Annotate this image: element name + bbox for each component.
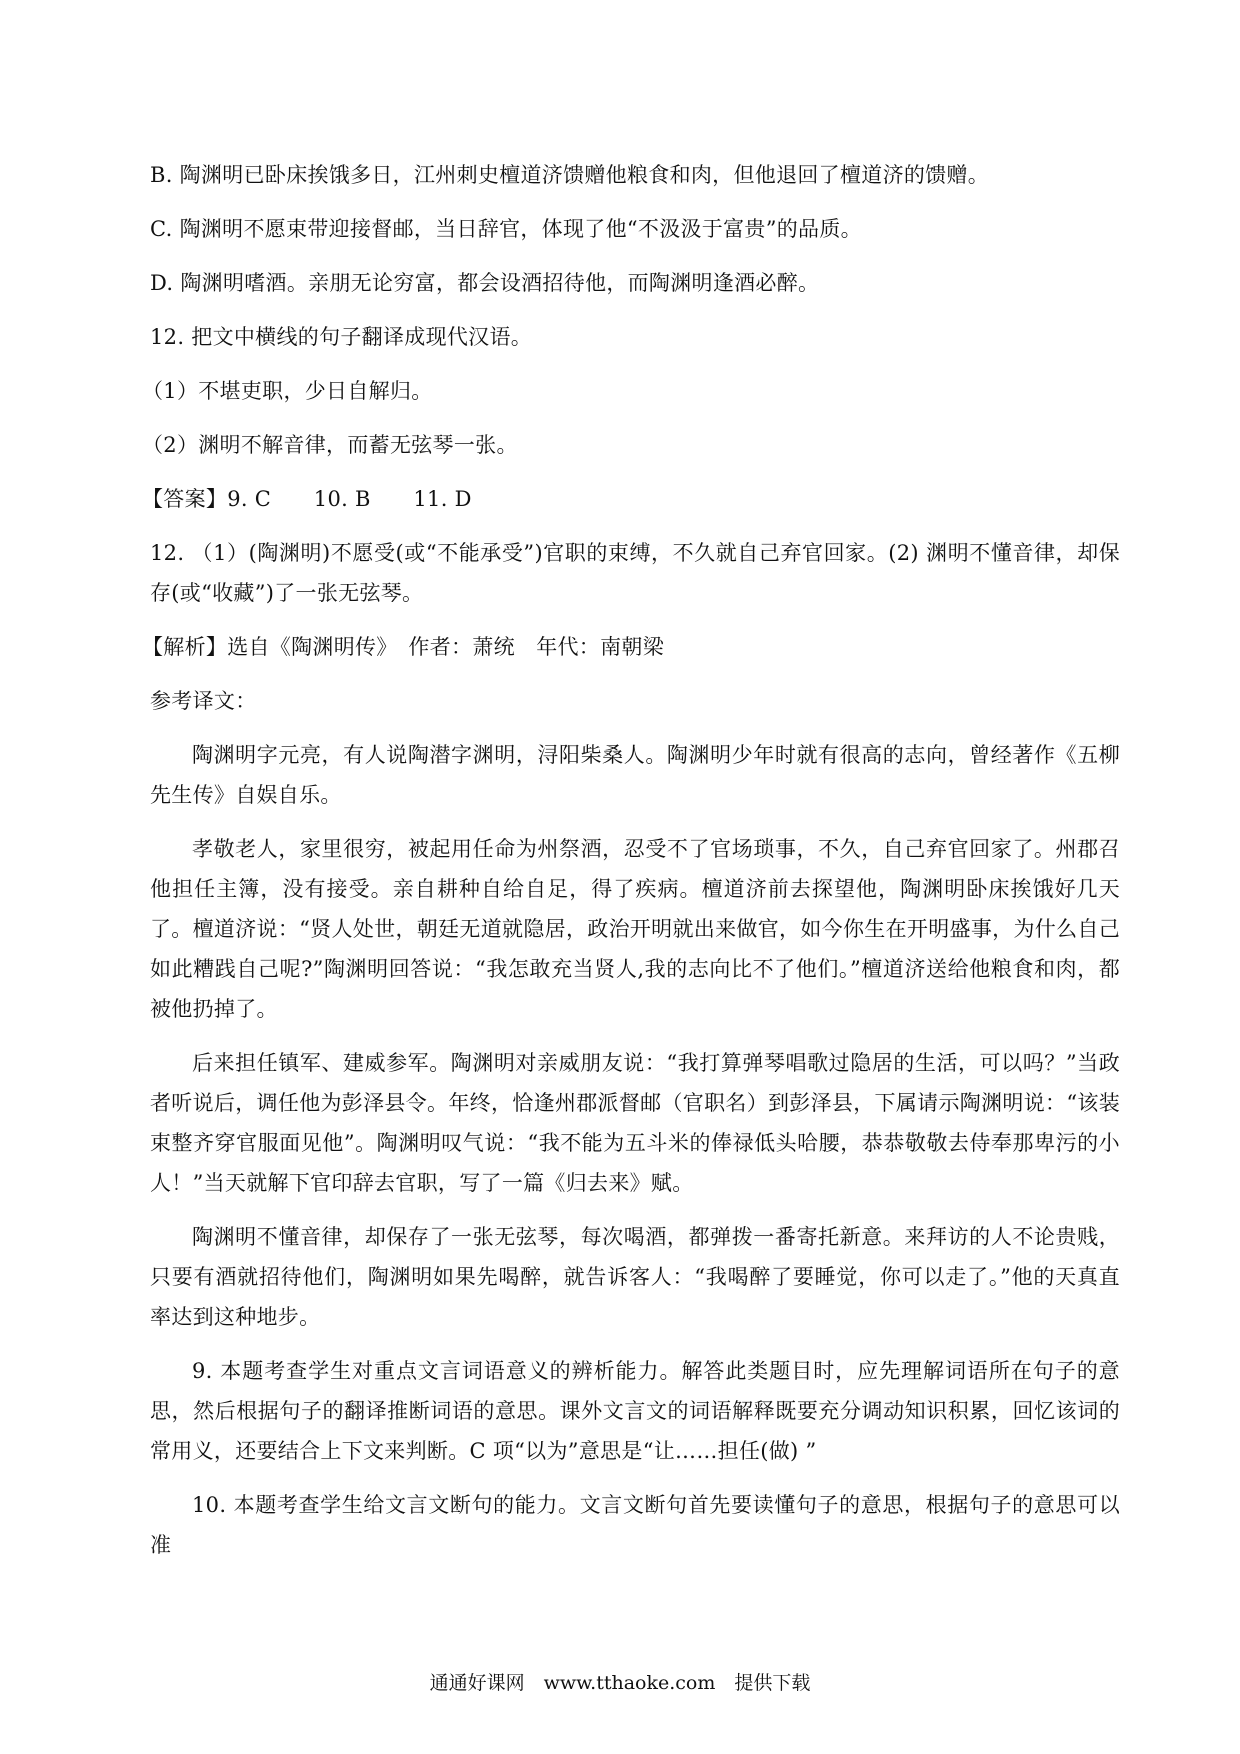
question-12-item-2: （2）渊明不解音律，而蓄无弦琴一张。 (142, 433, 518, 457)
option-b: B. 陶渊明已卧床挨饿多日，江州刺史檀道济馈赠他粮食和肉，但他退回了檀道济的馈赠。 (150, 163, 990, 187)
question-12-prompt: 12. 把文中横线的句子翻译成现代汉语。 (150, 325, 533, 349)
analysis-question-10: 10. 本题考查学生给文言文断句的能力。文言文断句首先要读懂句子的意思，根据句子的意思可以准 (150, 1493, 1120, 1557)
reference-translation-label: 参考译文： (150, 689, 257, 713)
translation-paragraph-1: 陶渊明字元亮，有人说陶潜字渊明，浔阳柴桑人。陶渊明少年时就有很高的志向，曾经著作《五柳先生传》自娱自乐。 (150, 743, 1120, 807)
option-c: C. 陶渊明不愿束带迎接督邮，当日辞官，体现了他“不汲汲于富贵”的品质。 (150, 217, 862, 241)
translation-paragraph-2: 孝敬老人，家里很穷，被起用任命为州祭酒，忍受不了官场琐事，不久，自己弃官回家了。州郡召他担任主簿，没有接受。亲自耕种自给自足，得了疾病。檀道济前去探望他，陶渊明卧床挨饿好几天了。檀道济说：“贤人处世，朝廷无道就隐居，政治开明就出来做官，如今你生在开明盛事，为什么自己如此糟践自己呢?”陶渊明回答说：“我怎敢充当贤人,我的志向比不了他们。”檀道济送给他粮食和肉，都被他扔掉了。 (150, 837, 1120, 1021)
page-content (142, 155, 1120, 1579)
option-d: D. 陶渊明嗜酒。亲朋无论穷富，都会设酒招待他，而陶渊明逢酒必醉。 (150, 271, 820, 295)
analysis-source: 【解析】选自《陶渊明传》 作者：萧统 年代：南朝梁 (142, 635, 664, 659)
answer-heading: 【答案】9. C 10. B 11. D (142, 487, 472, 511)
page-footer: 通通好课网 www.tthaoke.com 提供下载 (429, 1672, 811, 1694)
answer-12-translation: 12. （1）(陶渊明)不愿受(或“不能承受”)官职的束缚，不久就自己弃官回家。(2) 渊明不懂音律，却保存(或“收藏”)了一张无弦琴。 (150, 541, 1120, 605)
analysis-question-9: 9. 本题考查学生对重点文言词语意义的辨析能力。解答此类题目时，应先理解词语所在句子的意思，然后根据句子的翻译推断词语的意思。课外文言文的词语解释既要充分调动知识积累，回忆该词的常用义，还要结合上下文来判断。C 项“以为”意思是“让……担任(做) ” (150, 1359, 1120, 1463)
translation-paragraph-3: 后来担任镇军、建威参军。陶渊明对亲威朋友说：“我打算弹琴唱歌过隐居的生活，可以吗？”当政者听说后，调任他为彭泽县令。年终，恰逢州郡派督邮（官职名）到彭泽县，下属请示陶渊明说：“该装束整齐穿官服面见他”。陶渊明叹气说：“我不能为五斗米的俸禄低头哈腰，恭恭敬敬去侍奉那卑污的小人！”当天就解下官印辞去官职，写了一篇《归去来》赋。 (150, 1051, 1120, 1195)
question-12-item-1: （1）不堪吏职，少日自解归。 (142, 379, 433, 403)
translation-paragraph-4: 陶渊明不懂音律，却保存了一张无弦琴，每次喝酒，都弹拨一番寄托新意。来拜访的人不论贵贱，只要有酒就招待他们，陶渊明如果先喝醉，就告诉客人：“我喝醉了要睡觉，你可以走了。”他的天真直率达到这种地步。 (150, 1225, 1120, 1329)
